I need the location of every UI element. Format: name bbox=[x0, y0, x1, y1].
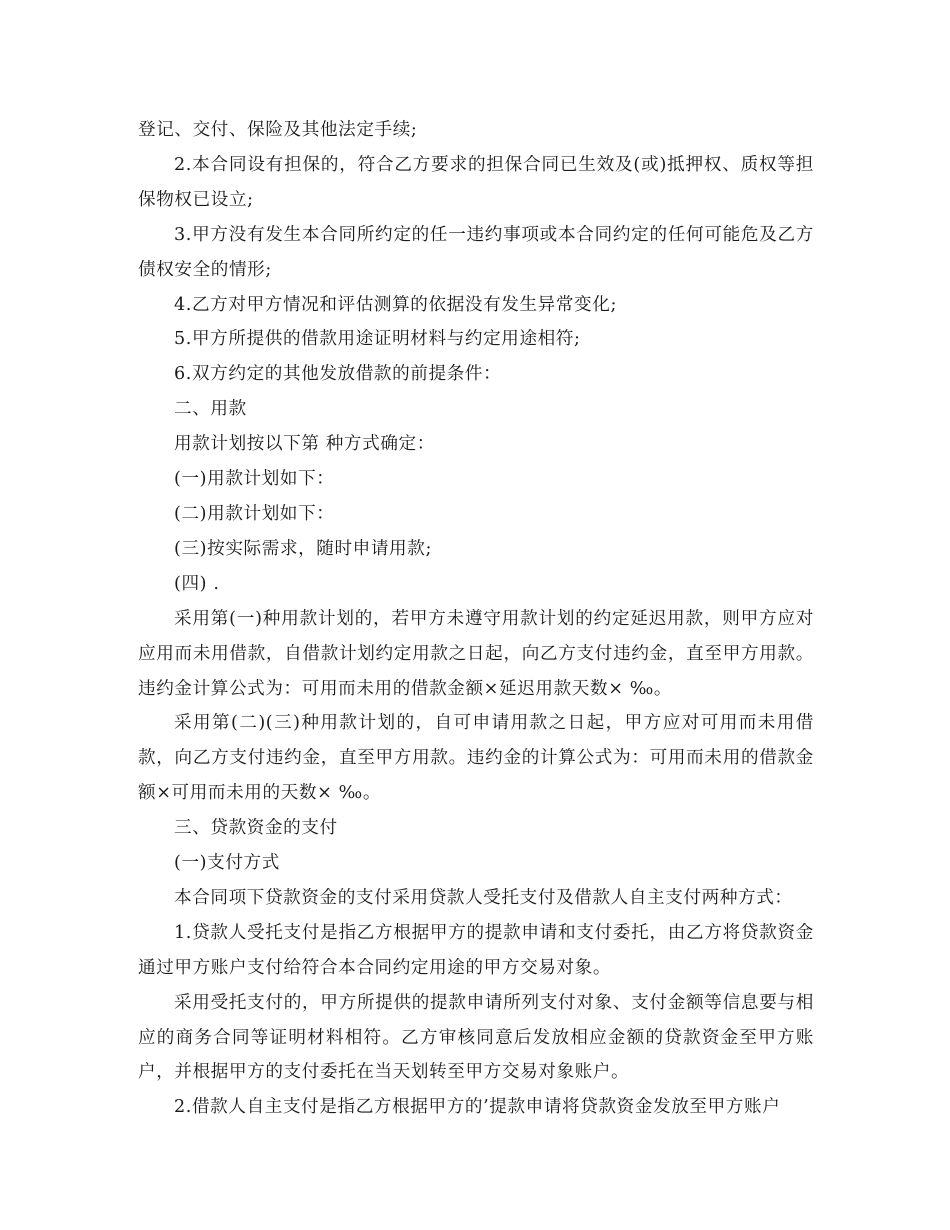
paragraph: 4.乙方对甲方情况和评估测算的依据没有发生异常变化; bbox=[174, 294, 617, 315]
document-body bbox=[138, 113, 814, 1125]
paragraph: 三、贷款资金的支付 bbox=[174, 818, 338, 839]
paragraph: 二、用款 bbox=[174, 399, 247, 420]
paragraph: (二)用款计划如下： bbox=[174, 503, 335, 524]
paragraph: 6.双方约定的其他发放借款的前提条件： bbox=[174, 364, 502, 385]
paragraph: 1.贷款人受托支付是指乙方根据甲方的提款申请和支付委托，由乙方将贷款资金通过甲方账户支付给符合本合同约定用途的甲方交易对象。 bbox=[138, 922, 814, 978]
paragraph: 3.甲方没有发生本合同所约定的任一违约事项或本合同约定的任何可能危及乙方债权安全的情形; bbox=[138, 224, 814, 280]
paragraph: 2.借款人自主支付是指乙方根据甲方的’提款申请将贷款资金发放至甲方账户 bbox=[174, 1097, 781, 1118]
paragraph: 采用受托支付的，甲方所提供的提款申请所列支付对象、支付金额等信息要与相应的商务合同等证明材料相符。乙方审核同意后发放相应金额的贷款资金至甲方账户，并根据甲方的支付委托在当天划转至甲方交易对象账户。 bbox=[138, 992, 814, 1083]
paragraph: 采用第(二)(三)种用款计划的，自可申请用款之日起，甲方应对可用而未用借款，向乙方支付违约金，直至甲方用款。违约金的计算公式为：可用而未用的借款金额×可用而未用的天数× ‰。 bbox=[138, 713, 814, 804]
paragraph: 本合同项下贷款资金的支付采用贷款人受托支付及借款人自主支付两种方式： bbox=[174, 887, 793, 908]
paragraph: (一)用款计划如下： bbox=[174, 469, 335, 490]
paragraph: 5.甲方所提供的借款用途证明材料与约定用途相符; bbox=[174, 329, 581, 350]
paragraph: 用款计划按以下第 种方式确定： bbox=[174, 434, 435, 455]
paragraph: 采用第(一)种用款计划的，若甲方未遵守用款计划的约定延迟用款，则甲方应对应用而未用借款，自借款计划约定用款之日起，向乙方支付违约金，直至甲方用款。违约金计算公式为：可用而未用的借款金额×延迟用款天数× ‰。 bbox=[138, 608, 814, 699]
paragraph: (一)支付方式 bbox=[174, 853, 280, 874]
paragraph: (四) . bbox=[174, 573, 220, 594]
paragraph: 2.本合同设有担保的，符合乙方要求的担保合同已生效及(或)抵押权、质权等担保物权已设立; bbox=[138, 154, 814, 210]
paragraph: (三)按实际需求，随时申请用款; bbox=[174, 538, 432, 559]
paragraph: 登记、交付、保险及其他法定手续; bbox=[138, 120, 418, 140]
